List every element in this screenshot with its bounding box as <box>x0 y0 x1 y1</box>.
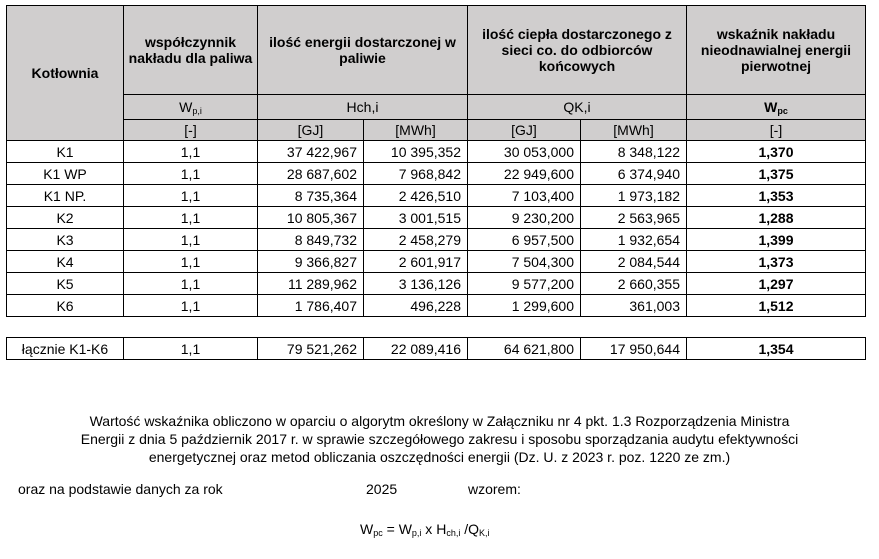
header-wskaznik: wskaźnik nakładu nieodnawialnej energii pierwotnej <box>687 6 866 95</box>
symbol-wpc: $W_{pc}$ <box>687 95 866 120</box>
unit-cell: [MWh] <box>364 120 468 141</box>
row-hgj: 9 366,827 <box>258 251 364 273</box>
row-qgj: 1 299,600 <box>468 295 581 317</box>
row-wp: 1,1 <box>124 207 258 229</box>
row-qgj: 22 949,600 <box>468 163 581 185</box>
row-hgj: 1 786,407 <box>258 295 364 317</box>
header-energia: ilość energii dostarczonej w paliwie <box>258 6 468 95</box>
symbol-qk: QK,i <box>468 95 687 120</box>
row-name: K1 NP. <box>7 185 124 207</box>
row-hgj: 37 422,967 <box>258 141 364 163</box>
table-spacer <box>7 317 866 338</box>
table-row <box>7 163 866 185</box>
row-wp: 1,1 <box>124 163 258 185</box>
header-kotlownia: Kotłownia <box>7 6 124 141</box>
row-name: K2 <box>7 207 124 229</box>
unit-cell: [GJ] <box>468 120 581 141</box>
row-hgj: 28 687,602 <box>258 163 364 185</box>
unit-cell: [MWh] <box>581 120 687 141</box>
row-wp: 1,1 <box>124 251 258 273</box>
total-hgj: 79 521,262 <box>258 338 364 360</box>
header-cieplo: ilość ciepła dostarczonego z sieci co. do odbiorców końcowych <box>468 6 687 95</box>
row-qmwh: 2 660,355 <box>581 273 687 295</box>
row-wp: 1,1 <box>124 185 258 207</box>
row-hmwh: 3 001,515 <box>364 207 468 229</box>
table-row <box>7 207 866 229</box>
row-qmwh: 6 374,940 <box>581 163 687 185</box>
row-wp: 1,1 <box>124 141 258 163</box>
basis-suffix: wzorem: <box>468 481 521 497</box>
row-hgj: 8 735,364 <box>258 185 364 207</box>
row-hgj: 10 805,367 <box>258 207 364 229</box>
row-qgj: 9 577,200 <box>468 273 581 295</box>
total-qmwh: 17 950,644 <box>581 338 687 360</box>
row-qmwh: 1 973,182 <box>581 185 687 207</box>
row-wpc: 1,373 <box>687 251 866 273</box>
row-qgj: 7 103,400 <box>468 185 581 207</box>
row-wpc: 1,512 <box>687 295 866 317</box>
row-qmwh: 1 932,654 <box>581 229 687 251</box>
row-name: K5 <box>7 273 124 295</box>
note-line: energetycznej oraz metod obliczania oszczędności energii (Dz. U. z 2023 r. poz. 1220 ze zm.) <box>148 449 731 465</box>
method-note <box>0 412 879 466</box>
row-wpc: 1,288 <box>687 207 866 229</box>
row-qgj: 9 230,200 <box>468 207 581 229</box>
row-qmwh: 361,003 <box>581 295 687 317</box>
row-name: K6 <box>7 295 124 317</box>
table-row <box>7 251 866 273</box>
note-line: Energii z dnia 5 październik 2017 r. w sprawie szczegółowego zakresu i sposobu sporządzania audytu efektywności <box>80 431 799 447</box>
row-hmwh: 2 601,917 <box>364 251 468 273</box>
total-row <box>7 338 866 360</box>
row-hmwh: 2 458,279 <box>364 229 468 251</box>
row-hmwh: 7 968,842 <box>364 163 468 185</box>
row-wpc: 1,375 <box>687 163 866 185</box>
total-hmwh: 22 089,416 <box>364 338 468 360</box>
row-name: K1 WP <box>7 163 124 185</box>
row-qmwh: 2 084,544 <box>581 251 687 273</box>
note-line: Wartość wskaźnika obliczono w oparciu o algorytm określony w Załączniku nr 4 pkt. 1.3 Rozporządzenia Ministra <box>89 413 790 429</box>
row-wp: 1,1 <box>124 273 258 295</box>
unit-cell: [-] <box>687 120 866 141</box>
row-wpc: 1,399 <box>687 229 866 251</box>
total-qgj: 64 621,800 <box>468 338 581 360</box>
unit-cell: [GJ] <box>258 120 364 141</box>
symbol-wp: $W_{p,i}$ <box>124 95 258 120</box>
table-row <box>7 295 866 317</box>
row-wpc: 1,353 <box>687 185 866 207</box>
row-hmwh: 10 395,352 <box>364 141 468 163</box>
row-hgj: 11 289,962 <box>258 273 364 295</box>
energy-table <box>6 5 866 360</box>
unit-cell: [-] <box>124 120 258 141</box>
row-hmwh: 496,228 <box>364 295 468 317</box>
row-hgj: 8 849,732 <box>258 229 364 251</box>
row-name: K4 <box>7 251 124 273</box>
row-name: K1 <box>7 141 124 163</box>
row-wp: 1,1 <box>124 229 258 251</box>
table-row <box>7 141 866 163</box>
row-wpc: 1,297 <box>687 273 866 295</box>
table-row <box>7 185 866 207</box>
table-row <box>7 229 866 251</box>
row-qmwh: 2 563,965 <box>581 207 687 229</box>
total-wpc: 1,354 <box>687 338 866 360</box>
row-qgj: 7 504,300 <box>468 251 581 273</box>
basis-year: 2025 <box>366 481 398 497</box>
table-row <box>7 273 866 295</box>
row-wp: 1,1 <box>124 295 258 317</box>
row-wpc: 1,370 <box>687 141 866 163</box>
total-wp: 1,1 <box>124 338 258 360</box>
row-hmwh: 3 136,126 <box>364 273 468 295</box>
row-qmwh: 8 348,122 <box>581 141 687 163</box>
row-qgj: 30 053,000 <box>468 141 581 163</box>
row-qgj: 6 957,500 <box>468 229 581 251</box>
total-name: łącznie K1-K6 <box>7 338 124 360</box>
formula: $W_{pc} = W_{p,i}$ x $H_{ch,i}$ $/Q_{K,i}$ <box>360 521 490 538</box>
header-wspolczynnik: współczynnik nakładu dla paliwa <box>124 6 258 95</box>
basis-label: oraz na podstawie danych za rok <box>18 481 223 497</box>
symbol-hch: Hch,i <box>258 95 468 120</box>
row-name: K3 <box>7 229 124 251</box>
row-hmwh: 2 426,510 <box>364 185 468 207</box>
